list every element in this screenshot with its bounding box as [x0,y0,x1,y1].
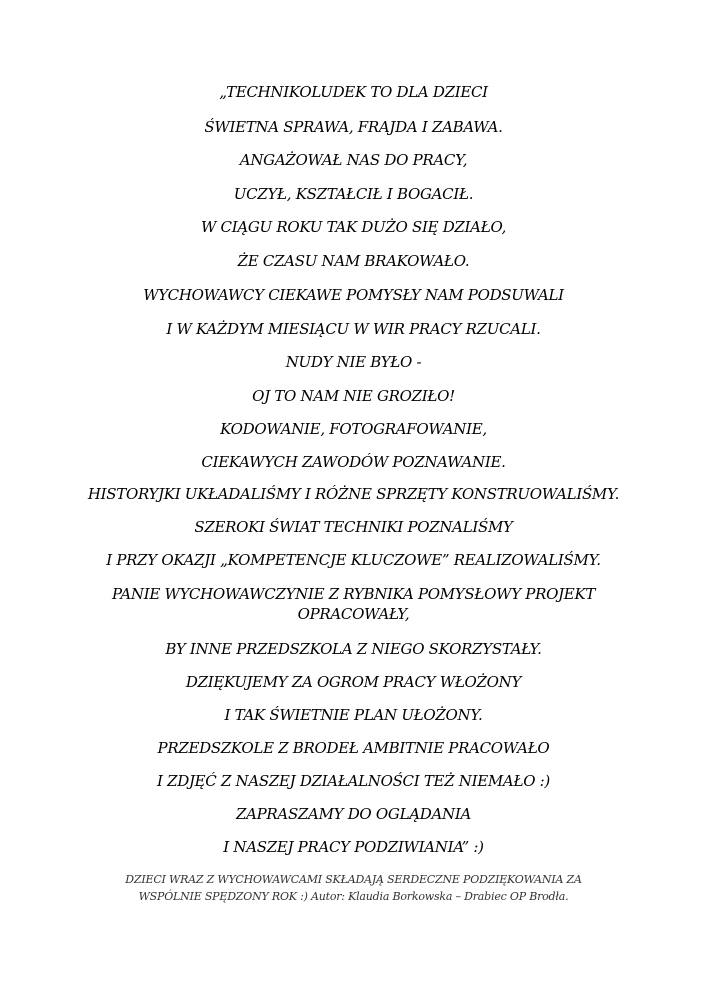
poem-line: HISTORYJKI UKŁADALIŚMY I RÓŻNE SPRZĘTY KONSTRUOWALIŚMY. [87,485,620,503]
poem-line: I ZDJĘĆ Z NASZEJ DZIAŁALNOŚCI TEŻ NIEMAŁO :) [157,772,550,790]
poem-line: NUDY NIE BYŁO - [285,353,422,371]
poem-line: W CIĄGU ROKU TAK DUŻO SIĘ DZIAŁO, [200,218,507,236]
poem-line: SZEROKI ŚWIAT TECHNIKI POZNALIŚMY [194,518,513,536]
poem-line: ANGAŻOWAŁ NAS DO PRACY, [239,151,468,169]
poem-line: OJ TO NAM NIE GROZIŁO! [252,387,455,405]
footer-line: WSPÓLNIE SPĘDZONY ROK :) Autor: Klaudia Borkowska – Drabiec OP Brodła. [138,890,569,903]
poem-line: I NASZEJ PRACY PODZIWIANIA” :) [223,838,484,856]
poem-line: „TECHNIKOLUDEK TO DLA DZIECI [219,83,488,101]
poem-line: ŻE CZASU NAM BRAKOWAŁO. [237,252,470,270]
poem-line: I W KAŻDYM MIESIĄCU W WIR PRACY RZUCALI. [166,320,541,338]
poem-line: BY INNE PRZEDSZKOLA Z NIEGO SKORZYSTAŁY. [165,640,542,658]
poem-line: ZAPRASZAMY DO OGLĄDANIA [235,805,472,823]
poem-line: WYCHOWAWCY CIEKAWE POMYSŁY NAM PODSUWALI [143,286,564,304]
poem-line: PRZEDSZKOLE Z BRODEŁ AMBITNIE PRACOWAŁO [157,739,550,757]
poem-line: I TAK ŚWIETNIE PLAN UŁOŻONY. [224,706,483,724]
poem-line: CIEKAWYCH ZAWODÓW POZNAWANIE. [201,453,506,471]
footer-line: DZIECI WRAZ Z WYCHOWAWCAMI SKŁADAJĄ SERDECZNE PODZIĘKOWANIA ZA [125,873,582,886]
poem-line: KODOWANIE, FOTOGRAFOWANIE, [220,420,487,438]
poem-line: ŚWIETNA SPRAWA, FRAJDA I ZABAWA. [204,118,503,136]
poem-line: OPRACOWAŁY, [297,605,410,623]
poem-line: I PRZY OKAZJI „KOMPETENCJE KLUCZOWE” REALIZOWALIŚMY. [106,551,601,569]
poem-line: UCZYŁ, KSZTAŁCIŁ I BOGACIŁ. [233,185,474,203]
poem-line: DZIĘKUJEMY ZA OGROM PRACY WŁOŻONY [185,673,522,691]
poem-line: PANIE WYCHOWAWCZYNIE Z RYBNIKA POMYSŁOWY PROJEKT [111,585,596,603]
